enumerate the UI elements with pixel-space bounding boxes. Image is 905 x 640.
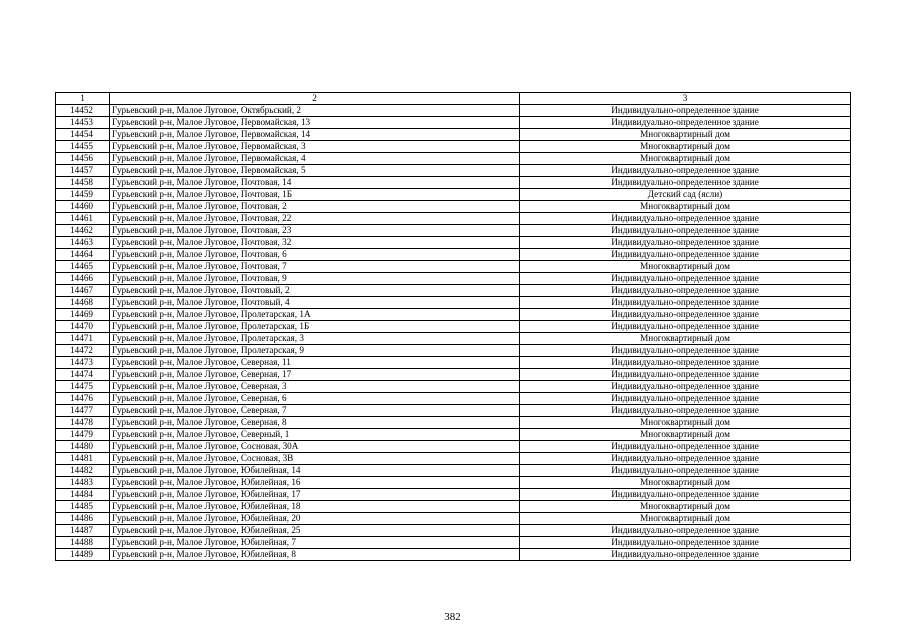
row-number: 14466 — [56, 273, 110, 285]
table-row — [56, 429, 851, 441]
building-type-cell: Многоквартирный дом — [520, 153, 851, 165]
row-number: 14484 — [56, 489, 110, 501]
table-row — [56, 105, 851, 117]
address-cell: Гурьевский р-н, Малое Луговое, Пролетарская, 1Б — [110, 321, 520, 333]
address-cell: Гурьевский р-н, Малое Луговое, Северная, 11 — [110, 357, 520, 369]
building-type-cell: Индивидуально-определенное здание — [520, 393, 851, 405]
address-cell: Гурьевский р-н, Малое Луговое, Почтовый, 4 — [110, 297, 520, 309]
row-number: 14467 — [56, 285, 110, 297]
table-row — [56, 405, 851, 417]
column-header-address: 2 — [110, 93, 520, 105]
address-cell: Гурьевский р-н, Малое Луговое, Первомайская, 5 — [110, 165, 520, 177]
address-cell: Гурьевский р-н, Малое Луговое, Сосновая, 30А — [110, 441, 520, 453]
building-type-cell: Индивидуально-определенное здание — [520, 405, 851, 417]
table-row — [56, 345, 851, 357]
address-cell: Гурьевский р-н, Малое Луговое, Почтовая, 9 — [110, 273, 520, 285]
building-type-cell: Индивидуально-определенное здание — [520, 105, 851, 117]
row-number: 14459 — [56, 189, 110, 201]
building-registry-table — [55, 92, 851, 561]
table-row — [56, 321, 851, 333]
table-row — [56, 537, 851, 549]
building-type-cell: Многоквартирный дом — [520, 261, 851, 273]
building-type-cell: Индивидуально-определенное здание — [520, 321, 851, 333]
row-number: 14473 — [56, 357, 110, 369]
building-type-cell: Индивидуально-определенное здание — [520, 453, 851, 465]
building-type-cell: Многоквартирный дом — [520, 417, 851, 429]
building-type-cell: Индивидуально-определенное здание — [520, 273, 851, 285]
address-cell: Гурьевский р-н, Малое Луговое, Юбилейная, 8 — [110, 549, 520, 561]
row-number: 14474 — [56, 369, 110, 381]
address-cell: Гурьевский р-н, Малое Луговое, Почтовая, 23 — [110, 225, 520, 237]
table-row — [56, 165, 851, 177]
address-cell: Гурьевский р-н, Малое Луговое, Юбилейная, 25 — [110, 525, 520, 537]
address-cell: Гурьевский р-н, Малое Луговое, Северная, 8 — [110, 417, 520, 429]
table-row — [56, 549, 851, 561]
row-number: 14454 — [56, 129, 110, 141]
building-type-cell: Индивидуально-определенное здание — [520, 213, 851, 225]
row-number: 14476 — [56, 393, 110, 405]
table-row — [56, 417, 851, 429]
building-type-cell: Многоквартирный дом — [520, 333, 851, 345]
address-cell: Гурьевский р-н, Малое Луговое, Юбилейная, 18 — [110, 501, 520, 513]
building-type-cell: Многоквартирный дом — [520, 477, 851, 489]
address-cell: Гурьевский р-н, Малое Луговое, Северная, 7 — [110, 405, 520, 417]
row-number: 14489 — [56, 549, 110, 561]
address-cell: Гурьевский р-н, Малое Луговое, Пролетарская, 9 — [110, 345, 520, 357]
row-number: 14485 — [56, 501, 110, 513]
row-number: 14483 — [56, 477, 110, 489]
row-number: 14463 — [56, 237, 110, 249]
address-cell: Гурьевский р-н, Малое Луговое, Северная, 3 — [110, 381, 520, 393]
address-cell: Гурьевский р-н, Малое Луговое, Юбилейная, 7 — [110, 537, 520, 549]
building-type-cell: Индивидуально-определенное здание — [520, 345, 851, 357]
building-type-cell: Индивидуально-определенное здание — [520, 489, 851, 501]
row-number: 14486 — [56, 513, 110, 525]
address-cell: Гурьевский р-н, Малое Луговое, Северный, 1 — [110, 429, 520, 441]
row-number: 14469 — [56, 309, 110, 321]
address-cell: Гурьевский р-н, Малое Луговое, Пролетарская, 1А — [110, 309, 520, 321]
building-type-cell: Индивидуально-определенное здание — [520, 225, 851, 237]
address-cell: Гурьевский р-н, Малое Луговое, Почтовая, 14 — [110, 177, 520, 189]
row-number: 14462 — [56, 225, 110, 237]
table-row — [56, 465, 851, 477]
building-type-cell: Детский сад (ясли) — [520, 189, 851, 201]
table-row — [56, 249, 851, 261]
address-cell: Гурьевский р-н, Малое Луговое, Первомайская, 14 — [110, 129, 520, 141]
building-type-cell: Индивидуально-определенное здание — [520, 165, 851, 177]
row-number: 14468 — [56, 297, 110, 309]
table-header — [56, 93, 851, 105]
row-number: 14480 — [56, 441, 110, 453]
table-row — [56, 333, 851, 345]
building-type-cell: Индивидуально-определенное здание — [520, 249, 851, 261]
address-cell: Гурьевский р-н, Малое Луговое, Северная, 17 — [110, 369, 520, 381]
building-type-cell: Индивидуально-определенное здание — [520, 525, 851, 537]
table-row — [56, 237, 851, 249]
row-number: 14478 — [56, 417, 110, 429]
table-row — [56, 393, 851, 405]
row-number: 14475 — [56, 381, 110, 393]
row-number: 14488 — [56, 537, 110, 549]
building-type-cell: Индивидуально-определенное здание — [520, 285, 851, 297]
table-row — [56, 357, 851, 369]
building-type-cell: Индивидуально-определенное здание — [520, 465, 851, 477]
table-row — [56, 177, 851, 189]
building-type-cell: Индивидуально-определенное здание — [520, 117, 851, 129]
address-cell: Гурьевский р-н, Малое Луговое, Юбилейная, 14 — [110, 465, 520, 477]
table-row — [56, 201, 851, 213]
table-row — [56, 525, 851, 537]
column-header-building-type: 3 — [520, 93, 851, 105]
table-row — [56, 225, 851, 237]
building-type-cell: Многоквартирный дом — [520, 501, 851, 513]
address-cell: Гурьевский р-н, Малое Луговое, Почтовая, 32 — [110, 237, 520, 249]
row-number: 14465 — [56, 261, 110, 273]
row-number: 14461 — [56, 213, 110, 225]
address-cell: Гурьевский р-н, Малое Луговое, Октябрьский, 2 — [110, 105, 520, 117]
building-type-cell: Многоквартирный дом — [520, 201, 851, 213]
address-cell: Гурьевский р-н, Малое Луговое, Сосновая, 3В — [110, 453, 520, 465]
row-number: 14479 — [56, 429, 110, 441]
building-type-cell: Индивидуально-определенное здание — [520, 549, 851, 561]
building-type-cell: Индивидуально-определенное здание — [520, 237, 851, 249]
building-type-cell: Многоквартирный дом — [520, 429, 851, 441]
building-type-cell: Многоквартирный дом — [520, 513, 851, 525]
building-type-cell: Многоквартирный дом — [520, 129, 851, 141]
row-number: 14471 — [56, 333, 110, 345]
building-type-cell: Индивидуально-определенное здание — [520, 297, 851, 309]
table-row — [56, 309, 851, 321]
table-row — [56, 129, 851, 141]
row-number: 14470 — [56, 321, 110, 333]
building-type-cell: Индивидуально-определенное здание — [520, 537, 851, 549]
building-type-cell: Индивидуально-определенное здание — [520, 369, 851, 381]
building-type-cell: Индивидуально-определенное здание — [520, 357, 851, 369]
header-row — [56, 93, 851, 105]
address-cell: Гурьевский р-н, Малое Луговое, Юбилейная, 17 — [110, 489, 520, 501]
address-cell: Гурьевский р-н, Малое Луговое, Почтовый, 2 — [110, 285, 520, 297]
building-type-cell: Индивидуально-определенное здание — [520, 309, 851, 321]
address-cell: Гурьевский р-н, Малое Луговое, Почтовая, 6 — [110, 249, 520, 261]
address-cell: Гурьевский р-н, Малое Луговое, Почтовая, 1Б — [110, 189, 520, 201]
address-cell: Гурьевский р-н, Малое Луговое, Почтовая, 22 — [110, 213, 520, 225]
table-row — [56, 261, 851, 273]
address-cell: Гурьевский р-н, Малое Луговое, Северная, 6 — [110, 393, 520, 405]
address-cell: Гурьевский р-н, Малое Луговое, Почтовая, 2 — [110, 201, 520, 213]
row-number: 14460 — [56, 201, 110, 213]
address-cell: Гурьевский р-н, Малое Луговое, Почтовая, 7 — [110, 261, 520, 273]
address-cell: Гурьевский р-н, Малое Луговое, Первомайская, 13 — [110, 117, 520, 129]
table-row — [56, 213, 851, 225]
table-row — [56, 141, 851, 153]
address-cell: Гурьевский р-н, Малое Луговое, Первомайская, 4 — [110, 153, 520, 165]
address-cell: Гурьевский р-н, Малое Луговое, Юбилейная, 16 — [110, 477, 520, 489]
column-header-number: 1 — [56, 93, 110, 105]
row-number: 14453 — [56, 117, 110, 129]
address-cell: Гурьевский р-н, Малое Луговое, Первомайская, 3 — [110, 141, 520, 153]
row-number: 14477 — [56, 405, 110, 417]
building-type-cell: Индивидуально-определенное здание — [520, 441, 851, 453]
table-row — [56, 273, 851, 285]
table-row — [56, 381, 851, 393]
row-number: 14458 — [56, 177, 110, 189]
table-row — [56, 477, 851, 489]
table-row — [56, 513, 851, 525]
row-number: 14481 — [56, 453, 110, 465]
row-number: 14464 — [56, 249, 110, 261]
table-body — [56, 105, 851, 561]
page-number: 382 — [444, 611, 461, 623]
table-row — [56, 441, 851, 453]
table-row — [56, 153, 851, 165]
table-row — [56, 117, 851, 129]
table-row — [56, 369, 851, 381]
row-number: 14457 — [56, 165, 110, 177]
table-row — [56, 489, 851, 501]
building-type-cell: Многоквартирный дом — [520, 141, 851, 153]
table-row — [56, 453, 851, 465]
row-number: 14472 — [56, 345, 110, 357]
row-number: 14452 — [56, 105, 110, 117]
address-cell: Гурьевский р-н, Малое Луговое, Пролетарская, 3 — [110, 333, 520, 345]
row-number: 14455 — [56, 141, 110, 153]
table-row — [56, 297, 851, 309]
address-cell: Гурьевский р-н, Малое Луговое, Юбилейная, 20 — [110, 513, 520, 525]
building-type-cell: Индивидуально-определенное здание — [520, 381, 851, 393]
row-number: 14487 — [56, 525, 110, 537]
table-row — [56, 501, 851, 513]
table-row — [56, 189, 851, 201]
building-type-cell: Индивидуально-определенное здание — [520, 177, 851, 189]
row-number: 14482 — [56, 465, 110, 477]
row-number: 14456 — [56, 153, 110, 165]
table-row — [56, 285, 851, 297]
